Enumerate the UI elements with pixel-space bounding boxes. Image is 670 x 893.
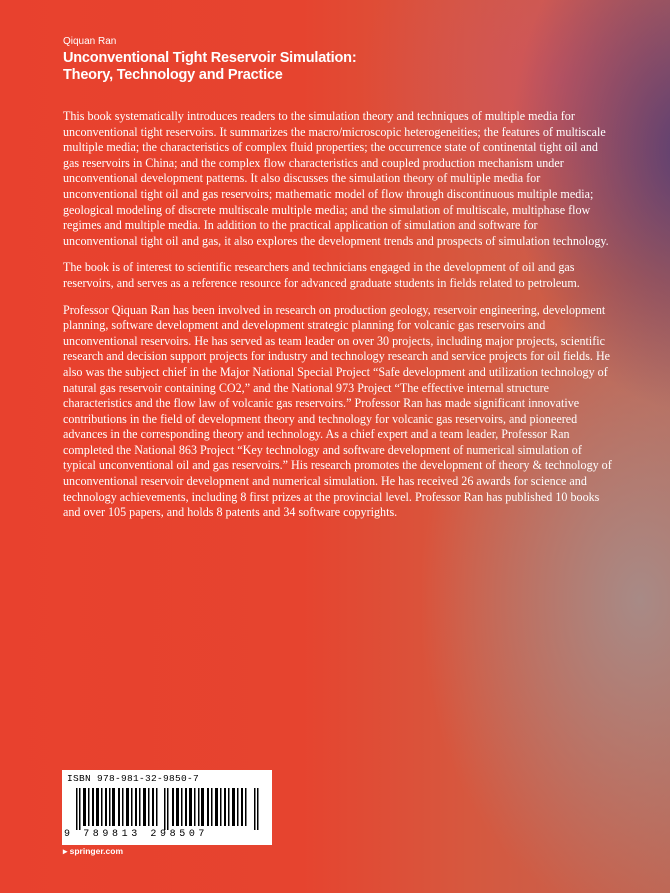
cover-header — [63, 36, 623, 84]
isbn-label: ISBN 978-981-32-9850-7 — [67, 773, 200, 784]
barcode-image — [76, 788, 260, 830]
barcode-block — [62, 770, 272, 845]
book-title-line2: Theory, Technology and Practice — [63, 67, 283, 83]
barcode-digits: 9 789813 298507 — [64, 829, 209, 840]
book-title-line1: Unconventional Tight Reservoir Simulation: — [63, 50, 357, 66]
back-cover-text — [63, 109, 615, 532]
description-paragraph: This book systematically introduces readers to the simulation theory and techniques of multiple media for unconventional tight reservoirs. It summarizes the macro/microscopic heterogeneities; the features of multiscale multiple media; the characteristics of complex fluid properties; the occurrence state of continental tight oil and gas reservoirs in China; and the complex flow characteristics and coupled production mechanism under unconventional development patterns. It also discusses the simulation theory of multiple media for unconventional tight oil and gas reservoirs; mathematic model of flow through discontinuous multiple media; geological modeling of discrete multiscale multiple media; and the simulation of multiscale, multiphase flow regimes and multiple media. In addition to the practical application of simulation and software for unconventional tight oil and gas, it also explores the development trends and prospects of simulation technology. — [63, 109, 609, 248]
audience-paragraph: The book is of interest to scientific researchers and technicians engaged in the development of oil and gas reservoirs, and serves as a reference resource for advanced graduate students in fields related to petroleum. — [63, 260, 580, 290]
author-bio-paragraph: Professor Qiquan Ran has been involved in research on production geology, reservoir engineering, development planning, software development and development strategic planning for volcanic gas reservoirs and unconventional reservoirs. He has served as team leader on over 30 projects, including major projects, scientific research and decision support projects for industry and technology research and service projects for oil fields. He also was the subject chief in the Major National Special Project “Safe development and utilization technology of natural gas reservoir containing CO2,” and the National 973 Project “The effective internal structure characteristics and the flow law of volcanic gas reservoirs.” Professor Ran has made significant innovative contributions in the field of development theory and technology for volcanic gas reservoirs, and pioneered advances in the corresponding theory and technology. As a chief expert and a team leader, Professor Ran completed the National 863 Project “Key technology and software development of numerical simulation of typical unconventional oil and gas reservoirs.” His research promotes the development of theory & technology of unconventional reservoir development and numerical simulation. He has received 26 awards for science and technology achievements, including 8 first prizes at the provincial level. Professor Ran has published 10 books and over 105 papers, and holds 8 patents and 34 software copyrights. — [63, 302, 612, 520]
publisher-url[interactable]: ▸ springer.com — [63, 846, 124, 856]
author-name: Qiquan Ran — [63, 36, 117, 47]
